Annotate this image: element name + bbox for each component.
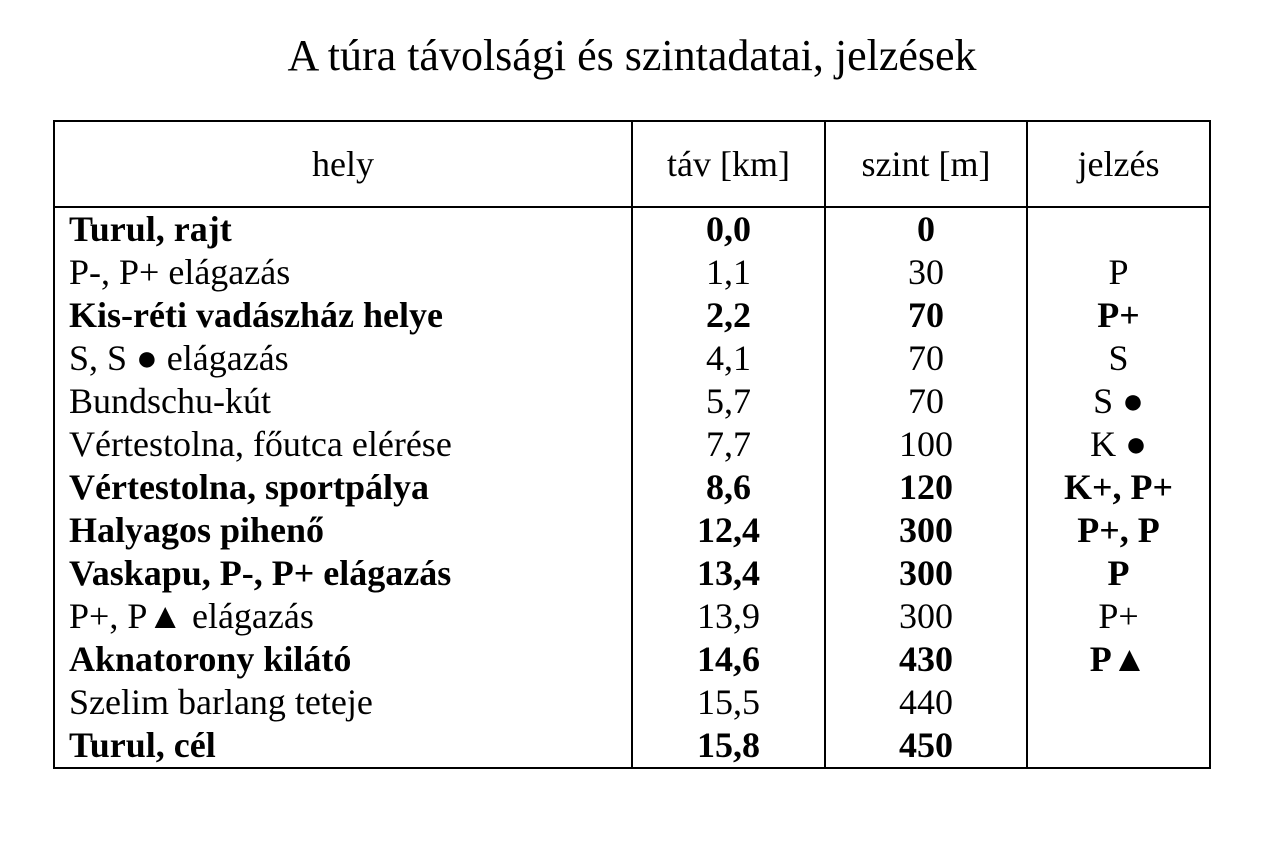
- cell-place: Vértestolna, főutca elérése: [54, 423, 632, 466]
- cell-distance: 13,9: [632, 595, 825, 638]
- cell-elevation: 70: [825, 294, 1027, 337]
- cell-distance: 12,4: [632, 509, 825, 552]
- cell-place: P+, P▲ elágazás: [54, 595, 632, 638]
- cell-marking: [1027, 681, 1210, 724]
- header-place: hely: [54, 121, 632, 207]
- cell-distance: 7,7: [632, 423, 825, 466]
- cell-elevation: 300: [825, 552, 1027, 595]
- cell-marking: P+: [1027, 294, 1210, 337]
- table-row: [54, 207, 1210, 251]
- cell-elevation: 430: [825, 638, 1027, 681]
- cell-elevation: 120: [825, 466, 1027, 509]
- cell-marking: P▲: [1027, 638, 1210, 681]
- cell-marking: P: [1027, 251, 1210, 294]
- table-header-row: [54, 121, 1210, 207]
- cell-place: Szelim barlang teteje: [54, 681, 632, 724]
- route-table: [53, 120, 1211, 769]
- cell-distance: 1,1: [632, 251, 825, 294]
- cell-place: Vaskapu, P-, P+ elágazás: [54, 552, 632, 595]
- cell-place: P-, P+ elágazás: [54, 251, 632, 294]
- cell-place: Aknatorony kilátó: [54, 638, 632, 681]
- cell-elevation: 300: [825, 595, 1027, 638]
- header-elevation: szint [m]: [825, 121, 1027, 207]
- cell-distance: 4,1: [632, 337, 825, 380]
- table-row: [54, 681, 1210, 724]
- cell-distance: 15,5: [632, 681, 825, 724]
- table-row: [54, 724, 1210, 768]
- cell-elevation: 100: [825, 423, 1027, 466]
- page-title: A túra távolsági és szintadatai, jelzések: [287, 31, 977, 80]
- table-row: [54, 337, 1210, 380]
- table-row: [54, 423, 1210, 466]
- cell-distance: 14,6: [632, 638, 825, 681]
- table-row: [54, 294, 1210, 337]
- cell-marking: P+, P: [1027, 509, 1210, 552]
- cell-distance: 2,2: [632, 294, 825, 337]
- cell-distance: 0,0: [632, 207, 825, 251]
- cell-marking: S ●: [1027, 380, 1210, 423]
- cell-place: Bundschu-kút: [54, 380, 632, 423]
- cell-place: Turul, cél: [54, 724, 632, 768]
- cell-marking: K ●: [1027, 423, 1210, 466]
- cell-elevation: 450: [825, 724, 1027, 768]
- header-marking: jelzés: [1027, 121, 1210, 207]
- table-row: [54, 638, 1210, 681]
- table-row: [54, 380, 1210, 423]
- cell-elevation: 70: [825, 337, 1027, 380]
- cell-distance: 13,4: [632, 552, 825, 595]
- cell-marking: K+, P+: [1027, 466, 1210, 509]
- table-row: [54, 595, 1210, 638]
- cell-elevation: 300: [825, 509, 1027, 552]
- table-row: [54, 552, 1210, 595]
- cell-distance: 5,7: [632, 380, 825, 423]
- cell-marking: P: [1027, 552, 1210, 595]
- cell-marking: S: [1027, 337, 1210, 380]
- cell-place: Turul, rajt: [54, 207, 632, 251]
- cell-distance: 8,6: [632, 466, 825, 509]
- table-row: [54, 466, 1210, 509]
- cell-elevation: 440: [825, 681, 1027, 724]
- cell-place: Halyagos pihenő: [54, 509, 632, 552]
- cell-elevation: 30: [825, 251, 1027, 294]
- cell-elevation: 0: [825, 207, 1027, 251]
- cell-elevation: 70: [825, 380, 1027, 423]
- cell-place: Kis-réti vadászház helye: [54, 294, 632, 337]
- cell-marking: [1027, 724, 1210, 768]
- cell-distance: 15,8: [632, 724, 825, 768]
- cell-marking: [1027, 207, 1210, 251]
- cell-place: S, S ● elágazás: [54, 337, 632, 380]
- header-distance: táv [km]: [632, 121, 825, 207]
- cell-marking: P+: [1027, 595, 1210, 638]
- table-row: [54, 509, 1210, 552]
- cell-place: Vértestolna, sportpálya: [54, 466, 632, 509]
- table-row: [54, 251, 1210, 294]
